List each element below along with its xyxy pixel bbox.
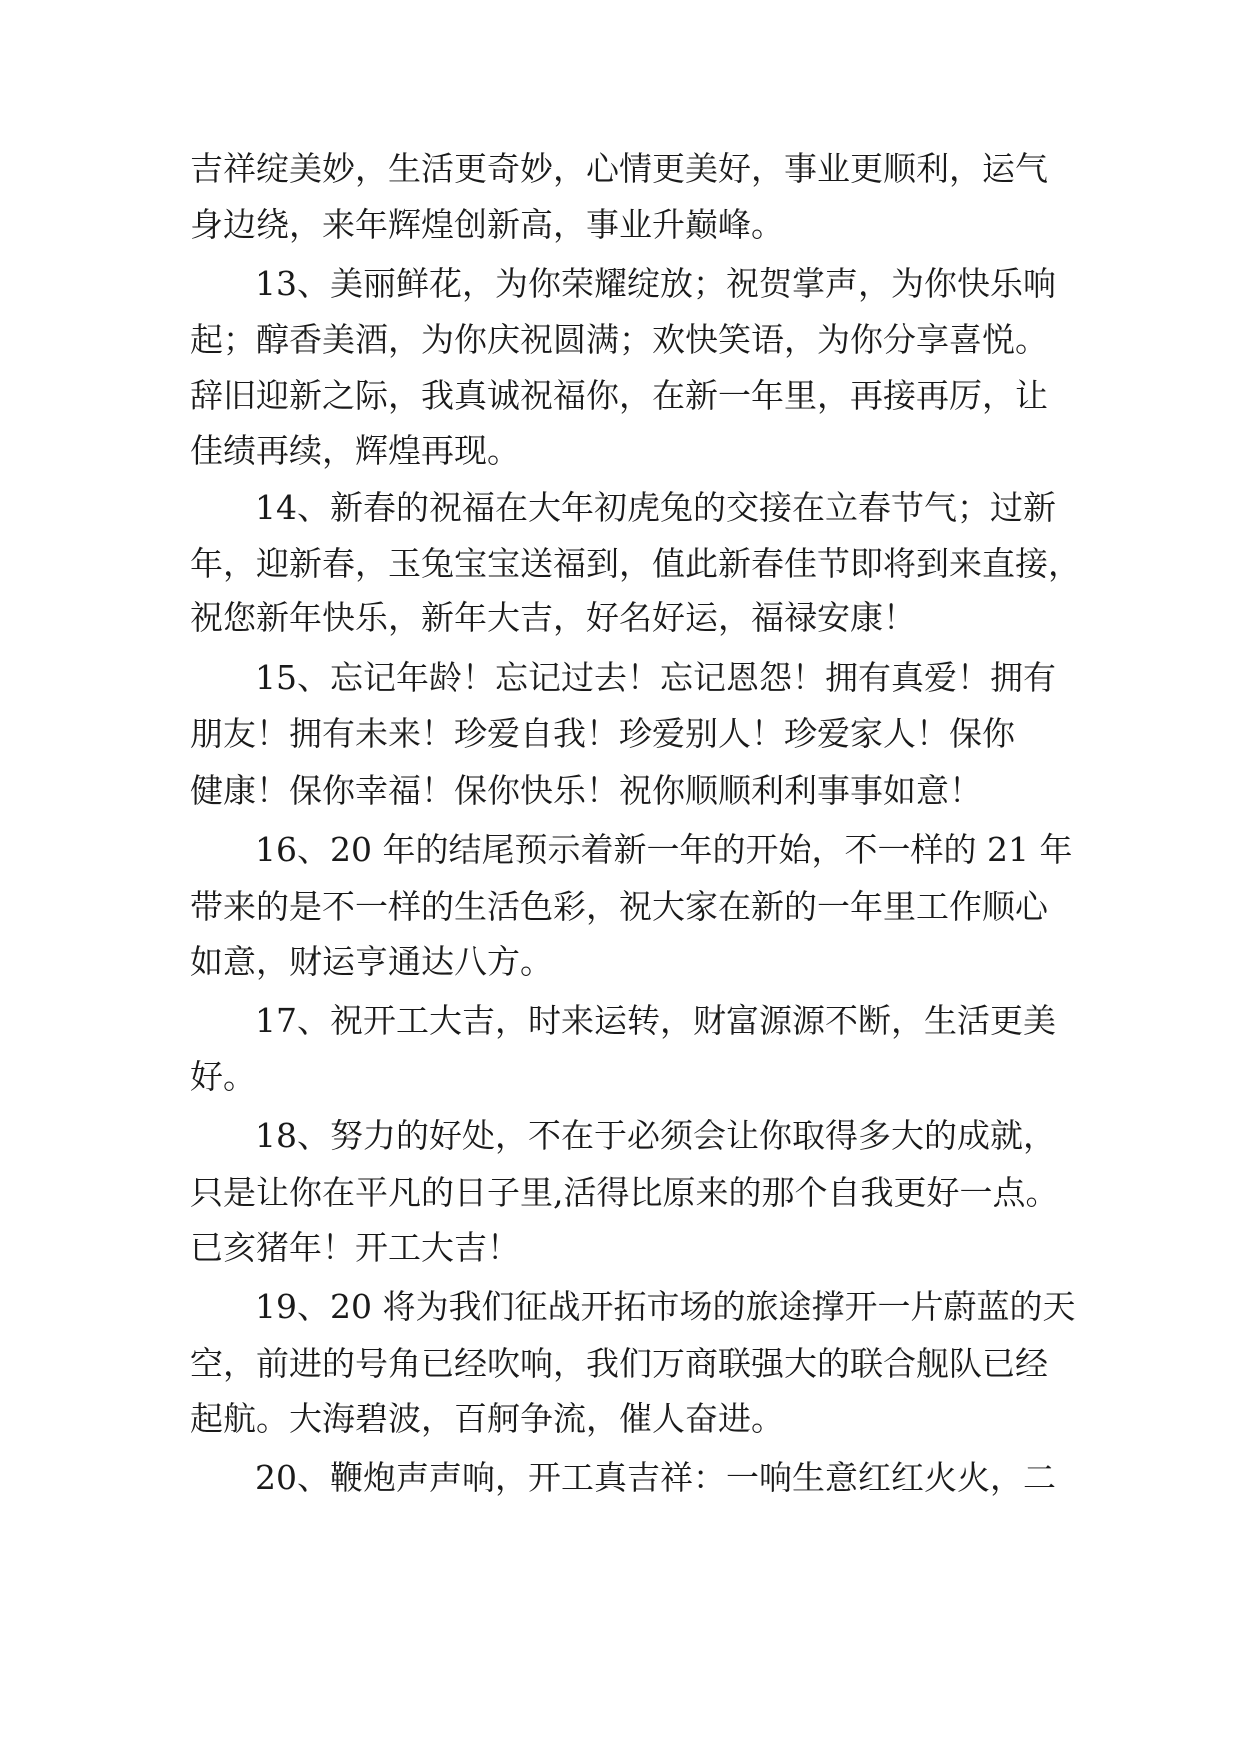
- text-line: 朋友！拥有未来！珍爱自我！珍爱别人！珍爱家人！保你: [190, 714, 1015, 753]
- paragraph-20-start: 20、鞭炮声声响，开工真吉祥：一响生意红红火火，二: [255, 1458, 1056, 1497]
- paragraph-17-start: 17、祝开工大吉，时来运转，财富源源不断，生活更美: [255, 1001, 1056, 1040]
- text-line: 起；醇香美酒，为你庆祝圆满；欢快笑语，为你分享喜悦。: [190, 320, 1048, 359]
- text-line: 空，前进的号角已经吹响，我们万商联强大的联合舰队已经: [190, 1344, 1048, 1383]
- text-line: 年，迎新春，玉兔宝宝送福到，值此新春佳节即将到来直接，: [190, 544, 1081, 583]
- text-line: 如意，财运亨通达八方。: [190, 942, 553, 981]
- text-line: 身边绕，来年辉煌创新高，事业升巅峰。: [190, 205, 784, 244]
- paragraph-18-start: 18、努力的好处，不在于必须会让你取得多大的成就，: [255, 1116, 1056, 1155]
- text-line: 吉祥绽美妙，生活更奇妙，心情更美好，事业更顺利，运气: [190, 149, 1048, 188]
- paragraph-13-start: 13、美丽鲜花，为你荣耀绽放；祝贺掌声，为你快乐响: [255, 264, 1056, 303]
- paragraph-14-start: 14、新春的祝福在大年初虎兔的交接在立春节气；过新: [255, 488, 1056, 527]
- text-line: 已亥猪年！开工大吉！: [190, 1228, 520, 1267]
- text-line: 好。: [190, 1057, 256, 1096]
- text-line: 健康！保你幸福！保你快乐！祝你顺顺利利事事如意！: [190, 771, 982, 810]
- text-line: 祝您新年快乐，新年大吉，好名好运，福禄安康！: [190, 598, 916, 637]
- paragraph-16-start: 16、20 年的结尾预示着新一年的开始，不一样的 21 年: [255, 830, 1073, 869]
- text-line: 辞旧迎新之际，我真诚祝福你，在新一年里，再接再厉，让: [190, 376, 1048, 415]
- text-line: 带来的是不一样的生活色彩，祝大家在新的一年里工作顺心: [190, 887, 1048, 926]
- text-line: 起航。大海碧波，百舸争流，催人奋进。: [190, 1399, 784, 1438]
- paragraph-19-start: 19、20 将为我们征战开拓市场的旅途撑开一片蔚蓝的天: [255, 1287, 1076, 1326]
- paragraph-15-start: 15、忘记年龄！忘记过去！忘记恩怨！拥有真爱！拥有: [255, 658, 1056, 697]
- text-line: 只是让你在平凡的日子里,活得比原来的那个自我更好一点。: [190, 1173, 1059, 1212]
- text-line: 佳绩再续，辉煌再现。: [190, 431, 520, 470]
